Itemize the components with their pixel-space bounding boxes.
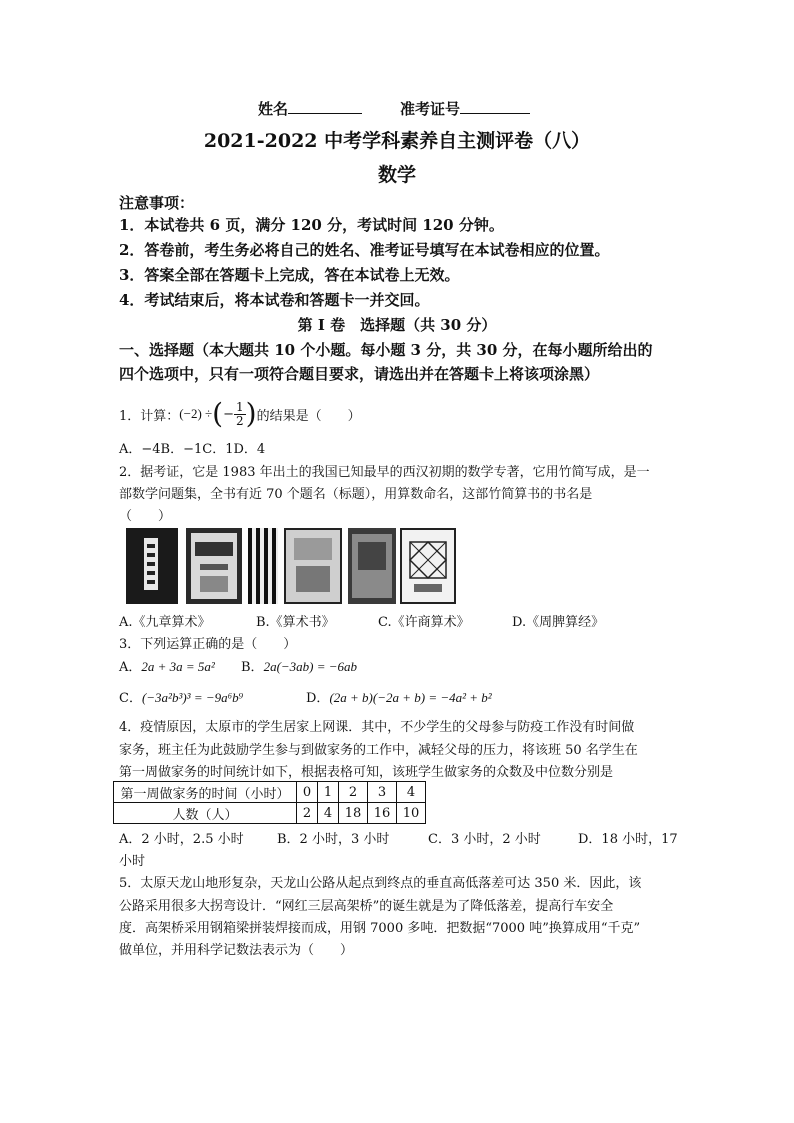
name-label: 姓名 (258, 100, 289, 118)
q3-option-d (306, 687, 492, 706)
name-blank (288, 99, 362, 114)
book-cover-image-strip (248, 528, 278, 604)
housework-time-table (113, 781, 426, 824)
subject-title: 数学 (377, 164, 416, 186)
book-cover-image-d (348, 528, 396, 604)
name-field (258, 98, 362, 119)
question-1-options: A．−4B．−1C．1D．4 (119, 442, 266, 457)
q3-option-d-label: D． (306, 691, 330, 706)
question-3-stem: 3．下列运算正确的是（ ） (119, 637, 297, 652)
q3-option-b-label: B． (241, 660, 264, 675)
q1-minus: − (223, 406, 234, 422)
question-2-line3: （ ） (119, 509, 172, 524)
q3-option-b (241, 656, 357, 675)
exam-number-field (400, 98, 530, 119)
table-cell: 4 (397, 782, 426, 803)
question-5-line1: 5．太原天龙山地形复杂，天龙山公路从起点到终点的垂直高低落差可达 350 米．因此，该 (119, 876, 642, 891)
table-cell: 16 (368, 803, 397, 824)
geometric-diagram-icon (402, 530, 454, 602)
question-5-line2: 公路采用很多大拐弯设计．“网红三层高架桥”的诞生就是为了降低落差，提高行车安全 (119, 899, 614, 914)
table-cell: 18 (339, 803, 368, 824)
q3-option-c-expr: (−3a²b³)³ = −9a⁶b⁹ (141, 690, 244, 705)
q1-suffix: 的结果是（ ） (256, 408, 361, 424)
table-cell: 2 (297, 803, 318, 824)
q3-option-d-expr: (2a + b)(−2a + b) = −4a² + b² (329, 690, 492, 705)
table-row (114, 803, 426, 824)
note-item: 1．本试卷共 6 页，满分 120 分，考试时间 120 分钟。 (119, 216, 504, 234)
q3-option-c-label: C． (119, 691, 142, 706)
question-1-stem (119, 394, 361, 434)
book-cover-image-b (186, 528, 242, 604)
q3-option-a (119, 656, 215, 675)
q4-option-b: B．2 小时，3 小时 (277, 832, 390, 847)
q4-option-d: D．18 小时，17 (578, 832, 678, 847)
question-5-line4: 做单位，并用科学记数法表示为（ ） (119, 943, 354, 958)
q2-option-a: A.《九章算术》 (119, 615, 211, 630)
table-cell: 2 (339, 782, 368, 803)
q3-option-a-label: A． (119, 660, 142, 675)
table-row (114, 782, 426, 803)
table-row-header: 第一周做家务的时间（小时） (114, 782, 297, 803)
part-instructions-line1: 一、选择题（本大题共 10 个小题。每小题 3 分，共 30 分，在每小题所给出的 (119, 341, 653, 359)
section-title: 第 I 卷 选择题（共 30 分） (297, 316, 497, 334)
q2-option-d: D.《周脾算经》 (512, 615, 605, 630)
q3-option-c (119, 687, 243, 706)
table-cell: 1 (318, 782, 339, 803)
q1-right-paren: ) (245, 397, 257, 430)
table-cell: 10 (397, 803, 426, 824)
question-2-line2: 部数学问题集，全书有近 70 个题名（标题），用算数命名，这部竹简算书的书名是 (119, 487, 593, 502)
notes-heading: 注意事项： (119, 194, 195, 212)
note-item: 4．考试结束后，将本试卷和答题卡一并交回。 (119, 291, 430, 309)
note-item: 2．答卷前，考生务必将自己的姓名、准考证号填写在本试卷相应的位置。 (119, 241, 610, 259)
table-cell: 3 (368, 782, 397, 803)
note-item: 3．答案全部在答题卡上完成，答在本试卷上无效。 (119, 266, 460, 284)
q1-expr-start: (−2) ÷ (179, 406, 213, 421)
exam-number-label: 准考证号 (400, 100, 461, 118)
q4-option-d-continued: 小时 (119, 854, 146, 869)
q1-numerator: 1 (236, 399, 244, 414)
q1-fraction (234, 401, 246, 428)
q2-option-c: C.《许商算术》 (378, 615, 470, 630)
q1-prefix: 1．计算： (119, 408, 180, 424)
book-cover-image-e (400, 528, 456, 604)
question-5-line3: 度．高架桥采用钢箱梁拼装焊接而成，用钢 7000 多吨．把数据“7000 吨”换算成用“千克” (119, 921, 641, 936)
table-cell: 0 (297, 782, 318, 803)
q1-left-paren: ( (212, 397, 224, 430)
q4-option-c: C．3 小时，2 小时 (428, 832, 541, 847)
part-instructions-line2: 四个选项中，只有一项符合题目要求，请选出并在答题卡上将该项涂黑） (119, 365, 600, 383)
question-4-line2: 家务，班主任为此鼓励学生参与到做家务的工作中，减轻父母的压力，将该班 50 名学生在 (119, 743, 638, 758)
q3-option-b-expr: 2a(−3ab) = −6ab (263, 659, 358, 674)
book-cover-image-a (126, 528, 178, 604)
q4-option-a: A．2 小时，2.5 小时 (119, 832, 244, 847)
q3-option-a-expr: 2a + 3a = 5a² (141, 659, 215, 674)
book-cover-image-c (284, 528, 342, 604)
question-4-line3: 第一周做家务的时间统计如下，根据表格可知，该班学生做家务的众数及中位数分别是 (119, 765, 614, 780)
q2-option-b: B.《算术书》 (256, 615, 335, 630)
table-cell: 4 (318, 803, 339, 824)
q1-denominator: 2 (236, 413, 244, 428)
question-4-line1: 4．疫情原因，太原市的学生居家上网课．其中，不少学生的父母参与防疫工作没有时间做 (119, 720, 635, 735)
exam-number-blank (460, 99, 530, 114)
question-2-line1: 2．据考证，它是 1983 年出土的我国已知最早的西汉初期的数学专著，它用竹简写成，是一 (119, 465, 650, 480)
page-title: 2021-2022 中考学科素养自主测评卷（八） (203, 130, 591, 152)
table-row-header: 人数（人） (114, 803, 297, 824)
